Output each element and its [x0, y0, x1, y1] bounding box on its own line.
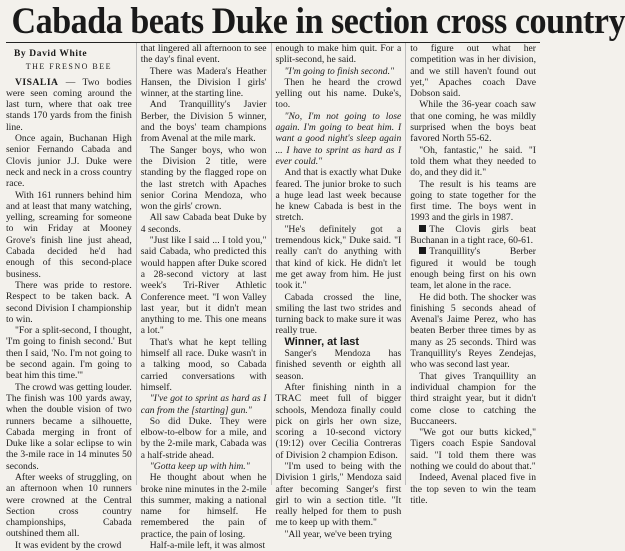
paragraph: The result is his teams are going to state together for the first time. The boys went in 1993 and the girls in 1987. [410, 178, 536, 224]
paragraph: There was Madera's Heather Hansen, the Division I girls' winner, at the starting line. [140, 65, 267, 100]
paragraph: "Gotta keep up with him." [149, 460, 250, 472]
paragraph: Half-a-mile left, it was almost [149, 540, 266, 551]
paragraph: The crowd was getting louder. The finish was 100 yards away, when the double vision of two runners became a silhouette, Cabada merging in front of Duke like a solar eclipse to win the 3-mile race in 14 minutes 50 seconds. [6, 381, 132, 472]
byline: By David White [14, 49, 88, 59]
headline: Cabada beats Duke in section cross country [11, 1, 625, 42]
article-columns [6, 43, 540, 551]
paragraph: With 161 runners behind him and at least that many watching, yelling, screaming for someone to win Friday at Mooney Grove's finish line just ahead, Cabada decided he'd had enough of this second-place business. [6, 189, 132, 280]
bullet-square-icon [419, 225, 426, 232]
paragraph: There was pride to restore. Respect to be taken back. A second Division I championship to win. [6, 279, 132, 325]
subhead: Winner, at last [284, 335, 359, 348]
paragraph: Once again, Buchanan High senior Fernando Cabada and Clovis junior J.J. Duke were neck and neck in a cross country race. [6, 133, 132, 190]
bullet-square-icon [419, 247, 426, 254]
paragraph: After weeks of struggling, on an afternoon when 10 runners were crowned at the Central Section cross country championships, Cabada outshined them all. [6, 471, 132, 540]
paragraph: "All year, we've been trying [284, 528, 392, 540]
paragraph: "We got our butts kicked," Tigers coach Espie Sandoval said. "I told them there was nothing we could do about that." [410, 427, 536, 472]
paragraph: "He's definitely got a tremendous kick," Duke said. "I really can't do anything with that kind of kick. He didn't let me get away from him. He just took it." [275, 223, 402, 292]
paragraph: And Tranquillity's Javier Berber, the Division 5 winner, and the boys' team champions from Avenal at the mile mark. [140, 99, 267, 145]
paragraph: "Just like I said ... I told you," said Cabada, who predicted this would happen after Duke scored a 28-second victory at last week's Tri-River Athletic Conference meet. "I won Valley last year, but it didn't mean anything to me. This one means a lot." [140, 235, 267, 337]
paragraph: "No, I'm not going to lose again. I'm going to beat him. I want a good night's sleep again ... I have to sprint as hard as I ever could." [275, 110, 402, 167]
paragraph: He did both. The shocker was finishing 5 seconds ahead of Avenal's Jaime Perez, who has beaten Berber three times by as many as 25 seconds. Third was Tranquillity's Reyes Zendejas, who was second last year. [410, 291, 536, 371]
paragraph: "Oh, fantastic," he said. "I told them what they needed to do, and they did it." [410, 144, 536, 179]
paragraph: Then he heard the crowd yelling out his name. Duke's, too. [275, 76, 402, 111]
paragraph: The Sanger boys, who won the Division 2 title, were standing by the flagged rope on the last stretch with Apaches senior Corina Mendoza, who won the girls' crown. [140, 144, 267, 213]
paragraph: "I'm going to finish second." [284, 65, 395, 77]
article-column-3 [271, 43, 406, 540]
paragraph: After finishing ninth in a TRAC meet full of bigger schools, Mendoza finally could pick on girls her own size, scoring a 10-second victory (19:12) over Cecilia Contreras of Division 2 champion Edison. [275, 381, 402, 461]
paragraph: That gives Tranquillity an individual champion for the third straight year, but it didn't come close to catching the Buccaneers. [410, 370, 536, 427]
dateline: VISALIA [15, 76, 59, 88]
paragraph: While the 36-year coach saw that one coming, he was mildly surprised when the boys beat favored North 55-62. [410, 99, 536, 145]
paragraph: All saw Cabada beat Duke by 4 seconds. [140, 212, 267, 235]
byline-credit: THE FRESNO BEE [25, 62, 113, 72]
paragraph: that lingered all afternoon to see the day's final event. [140, 43, 267, 66]
paragraph: "I'm used to being with the Division 1 girls," Mendoza said after becoming Sanger's first girl to win a section title. "It really helped for them to push me to keep up with them." [275, 460, 402, 529]
article-column-4 [405, 43, 540, 506]
paragraph: It was evident by the crowd [15, 539, 122, 551]
paragraph: — Two bodies were seen coming around the last turn, where that oak tree stands 170 yards from the finish line. [6, 76, 132, 133]
article-column-2 [136, 43, 271, 551]
article-column-1 [6, 43, 136, 551]
paragraph: Sanger's Mendoza has finished seventh or eighth all season. [275, 348, 402, 382]
paragraph: to figure out what her competition was in her division, and we still haven't found out yet," Apaches coach Dave Dobson said. [410, 43, 536, 100]
paragraph: Indeed, Avenal placed five in the top seven to win the team title. [410, 472, 536, 506]
paragraph: The Clovis girls beat Buchanan in a tight race, 60-61. [410, 223, 536, 247]
paragraph: And that is exactly what Duke feared. The junior broke to such a huge lead last week because he knew Cabada is best in the stretch. [275, 167, 402, 224]
paragraph: That's what he kept telling himself all race. Duke wasn't in a talking mood, so Cabada carried conversations with himself. [140, 336, 267, 393]
paragraph: Tranquillity's Berber figured it would be tough enough being first on his own team, let alone in the race. [410, 246, 536, 292]
paragraph: "For a split-second, I thought, 'I'm going to finish second.' But then I said, 'No. I'm not going to be second again. I'm going to beat him this time.'" [6, 325, 132, 382]
paragraph: enough to make him quit. For a split-second, he said. [275, 43, 402, 66]
paragraph: He thought about when he broke nine minutes in the 2-mile this summer, making a national name for himself. He remembered the pain of practice, the pain of losing. [140, 472, 267, 540]
paragraph: "I've got to sprint as hard as I can from the [starting] gun." [140, 393, 267, 416]
paragraph: So did Duke. They were elbow-to-elbow for a mile, and by the 2-mile mark, Cabada was a half-stride ahead. [140, 415, 267, 461]
paragraph: Cabada crossed the line, smiling the last two strides and turning back to make sure it was really true. [275, 291, 402, 337]
